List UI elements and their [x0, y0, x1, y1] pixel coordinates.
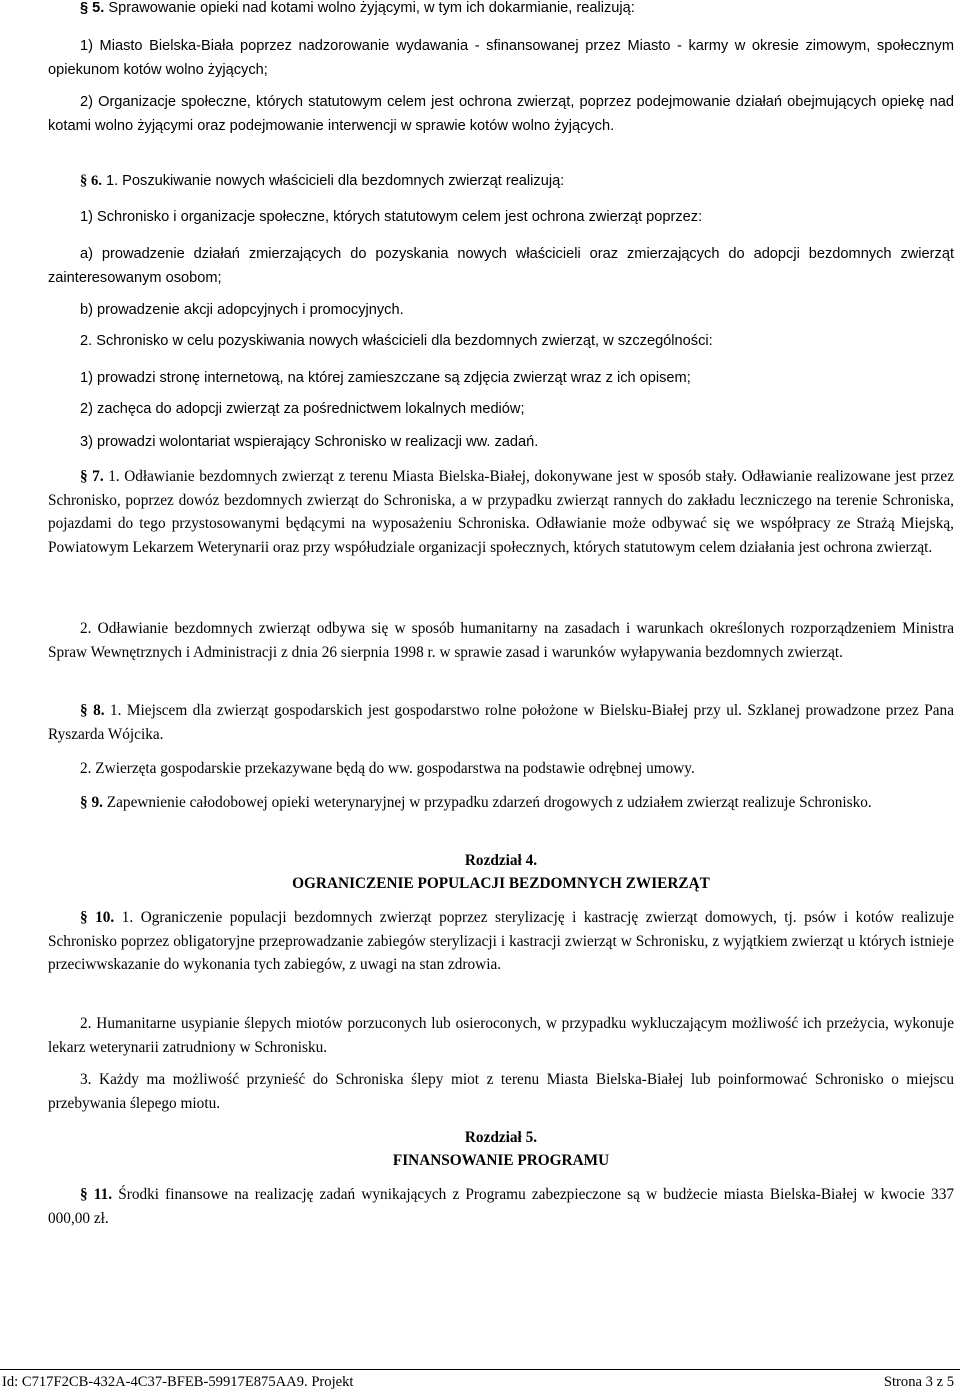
footer-divider — [0, 1369, 960, 1370]
sec7-point-2: 2. Odławianie bezdomnych zwierząt odbywa się w sposób humanitarny na zasadach i warunkach określonych rozporządzeniem Ministra Spraw Wewnętrznych i Administracji z dnia 26 sierpnia 1998 r. w sprawie zasad i warunków wyłapywania bezdomnych zwierząt. — [48, 620, 954, 661]
sec5-point-2: 2) Organizacje społeczne, których statutowym celem jest ochrona zwierząt, poprzez podejmowanie działań obejmujących opiekę nad kotami wolno żyjącymi oraz podejmowanie interwencji w sprawie kotów wolno żyjących. — [48, 94, 954, 134]
sec9-text: § 9. Zapewnienie całodobowej opieki weterynaryjnej w przypadku zdarzeń drogowych z udziałem zwierząt realizuje Schronisko. — [80, 794, 872, 811]
sec6-point-2: 2. Schronisko w celu pozyskiwania nowych właścicieli dla bezdomnych zwierząt, w szczególności: — [80, 333, 713, 349]
sec5-point-1: 1) Miasto Bielska-Biała poprzez nadzorowanie wydawania - sfinansowanej przez Miasto - karmy w okresie zimowym, społecznym opiekunom kotów wolno żyjących; — [48, 38, 954, 78]
sec7-point-1: § 7. 1. Odławianie bezdomnych zwierząt z terenu Miasta Bielska-Białej, dokonywane jest w sposób stały. Odławianie realizowane jest przez Schronisko, poprzez dowóz bezdomnych zwierząt do Schroniska, a w przypadku zwierząt rannych do zakładu leczniczego na terenie Schroniska, pojazdami do tego przystosowanymi będącymi na wyposażeniu Schroniska. Odławianie może odbywać się we współpracy ze Strażą Miejską, Powiatowym Lekarzem Weterynarii oraz przy współudziale organizacji społecznych, których statutowym celem działania jest ochrona zwierząt. — [48, 468, 954, 557]
sec7-head: § 7. — [80, 468, 104, 485]
sec6-point-a: a) prowadzenie działań zmierzających do pozyskania nowych właścicieli oraz zmierzających do adopcji bezdomnych zwierząt zainteresowanym osobom; — [48, 246, 954, 286]
sec8-point-2: 2. Zwierzęta gospodarskie przekazywane będą do ww. gospodarstwa na podstawie odrębnej umowy. — [80, 760, 695, 777]
sec5-head: § 5. — [80, 0, 105, 16]
sec6-point-b: b) prowadzenie akcji adopcyjnych i promocyjnych. — [80, 302, 404, 318]
sec10-point-3: 3. Każdy ma możliwość przynieść do Schroniska ślepy miot z terenu Miasta Bielska-Białej lub poinformować Schronisko o miejscu przebywania ślepego miotu. — [48, 1071, 954, 1112]
sec9-head: § 9. — [80, 794, 103, 811]
chapter5-title: FINANSOWANIE PROGRAMU — [392, 1152, 610, 1169]
sec6-point-2-1: 1) prowadzi stronę internetową, na której zamieszczane są zdjęcia zwierząt wraz z ich opisem; — [80, 370, 691, 386]
chapter5-label: Rozdział 5. — [464, 1129, 538, 1146]
sec8-point-1: § 8. 1. Miejscem dla zwierząt gospodarskich jest gospodarstwo rolne położone w Bielsku-Białej przy ul. Szklanej prowadzone przez Pana Ryszarda Wójcika. — [48, 702, 954, 743]
sec6-intro: § 6. 1. Poszukiwanie nowych właścicieli dla bezdomnych zwierząt realizują: — [80, 173, 565, 189]
sec6-point-2-2: 2) zachęca do adopcji zwierząt za pośrednictwem lokalnych mediów; — [80, 401, 525, 417]
sec6-point-2-3: 3) prowadzi wolontariat wspierający Schronisko w realizacji ww. zadań. — [80, 434, 539, 450]
sec5-title: § 5. Sprawowanie opieki nad kotami wolno żyjącymi, w tym ich dokarmianie, realizują: — [80, 0, 635, 16]
chapter4-title: OGRANICZENIE POPULACJI BEZDOMNYCH ZWIERZĄT — [292, 875, 710, 892]
chapter4-label: Rozdział 4. — [464, 852, 538, 869]
sec10-point-1: § 10. 1. Ograniczenie populacji bezdomnych zwierząt poprzez sterylizację i kastrację zwierząt domowych, tj. psów i kotów realizuje Schronisko poprzez obligatoryjne przeprowadzanie zabiegów sterylizacji i kastracji zwierząt w Schronisku, z wyjątkiem zwierząt u których istnieje przeciwwskazanie do wykonania tych zabiegów, z uwagi na stan zdrowia. — [48, 909, 955, 974]
sec10-head: § 10. — [80, 909, 115, 926]
sec11-text: § 11. Środki finansowe na realizację zadań wynikających z Programu zabezpieczone są w budżecie miasta Bielska-Białej w kwocie 337 000,00 zł. — [48, 1186, 954, 1227]
sec10-point-2: 2. Humanitarne usypianie ślepych miotów porzuconych lub osieroconych, w przypadku wykluczającym możliwość ich przeżycia, wykonuje lekarz weterynarii zatrudniony w Schronisku. — [48, 1015, 954, 1056]
footer-page-number: Strona 3 z 5 — [883, 1374, 954, 1390]
sec8-head: § 8. — [80, 702, 105, 719]
footer-document-id: Id: C717F2CB-432A-4C37-BFEB-59917E875AA9. Projekt — [2, 1374, 354, 1390]
sec11-head: § 11. — [80, 1186, 113, 1203]
sec6-head: § 6. — [80, 173, 102, 189]
sec6-point-1: 1) Schronisko i organizacje społeczne, których statutowym celem jest ochrona zwierząt poprzez: — [80, 209, 703, 225]
